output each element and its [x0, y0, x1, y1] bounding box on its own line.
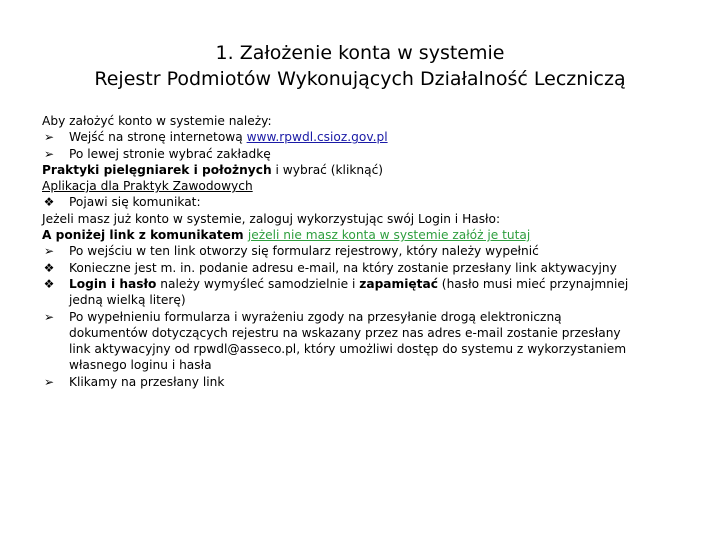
password-rule-text: (hasło musi mieć przynajmniej: [437, 276, 629, 291]
popup-message-text: Pojawi się komunikat:: [69, 195, 201, 210]
arrow-bullet-icon: ➢: [43, 244, 55, 259]
register-here-link[interactable]: jeżeli nie masz konta w systemie załóż je tutaj: [247, 228, 531, 243]
arrow-bullet-icon: ➢: [43, 146, 55, 161]
diamond-bullet-icon: ❖: [43, 195, 55, 210]
remember-bold: zapamiętać: [359, 276, 438, 291]
login-password-mid: należy wymyśleć samodzielnie i: [156, 276, 360, 291]
register-link-intro: A poniżej link z komunikatem: [42, 228, 248, 243]
diamond-bullet-icon: ❖: [43, 276, 55, 291]
title-line-2: Rejestr Podmiotów Wykonujących Działalność Leczniczą: [94, 68, 626, 90]
bullet-form-opens-text: Po wejściu w ten link otworzy się formularz rejestrowy, który należy wypełnić: [69, 244, 539, 259]
bullet-form-opens: [42, 243, 692, 259]
arrow-bullet-icon: ➢: [43, 130, 55, 145]
popup-message-item: [42, 194, 692, 210]
slide-title: [0, 40, 720, 92]
tab-name-line: [42, 162, 692, 178]
activation-text-4: własnego loginu i hasła: [69, 358, 212, 373]
login-info-line: Jeżeli masz już konto w systemie, zaloguj wykorzystując swój Login i Hasło:: [42, 211, 501, 226]
login-password-bold: Login i hasło: [69, 276, 157, 291]
arrow-bullet-icon: ➢: [43, 309, 55, 324]
arrow-bullet-icon: ➢: [43, 374, 55, 389]
rpwdl-website-link[interactable]: www.rpwdl.csioz.gov.pl: [246, 130, 388, 145]
activation-text-2: dokumentów dotyczących rejestru na wskazany przez nas adres e-mail zostanie przesłany: [69, 325, 621, 340]
step-select-tab: [42, 146, 692, 162]
bullet-activation-link: [42, 309, 692, 374]
intro-text: Aby założyć konto w systemie należy:: [42, 114, 272, 128]
instructions-body: [42, 113, 692, 390]
tab-name: Praktyki pielęgniarek i położnych: [42, 162, 272, 177]
bullet-click-link: [42, 374, 692, 390]
activation-text-3: link aktywacyjny od rpwdl@asseco.pl, który umożliwi dostęp do systemu z wykorzystaniem: [69, 342, 627, 357]
app-link-line: [42, 178, 692, 194]
bullet-email-required: [42, 260, 692, 276]
title-line-1: 1. Założenie konta w systemie: [215, 42, 505, 64]
step-select-tab-text: Po lewej stronie wybrać zakładkę: [69, 146, 271, 161]
step-visit-text: Wejść na stronę internetową: [69, 130, 247, 145]
bullet-click-link-text: Klikamy na przesłany link: [69, 374, 225, 389]
step-visit-site: [42, 129, 692, 145]
password-rule-cont: jedną wielką literę): [69, 293, 186, 308]
diamond-bullet-icon: ❖: [43, 260, 55, 275]
app-for-practices-link[interactable]: Aplikacja dla Praktyk Zawodowych: [42, 179, 253, 194]
tab-name-rest: i wybrać (kliknąć): [271, 162, 384, 177]
bullet-email-required-text: Konieczne jest m. in. podanie adresu e-mail, na który zostanie przesłany link aktywacyjny: [69, 260, 617, 275]
bullet-login-password: [42, 276, 692, 309]
register-link-line: [42, 227, 692, 243]
activation-text-1: Po wypełnieniu formularza i wyrażeniu zgody na przesyłanie drogą elektroniczną: [69, 309, 562, 324]
